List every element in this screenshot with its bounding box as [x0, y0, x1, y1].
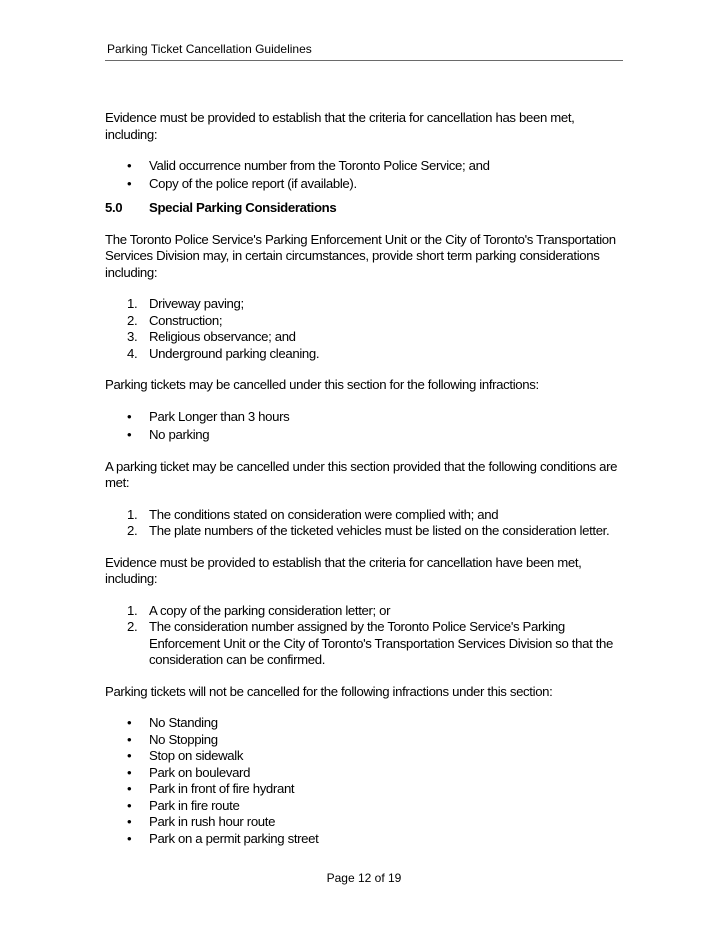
considerations-list	[105, 296, 625, 362]
list-item	[105, 329, 625, 346]
evidence-paragraph: Evidence must be provided to establish that the criteria for cancellation have been met, including:	[105, 554, 582, 586]
header-divider	[105, 60, 623, 61]
list-number: 4.	[127, 345, 138, 361]
list-item	[105, 296, 625, 313]
intro-bullet-list	[105, 158, 625, 192]
list-item: • No parking	[105, 427, 625, 444]
list-item: • Park in fire route	[105, 798, 625, 815]
list-item	[105, 603, 625, 620]
infractions-paragraph: Parking tickets may be cancelled under this section for the following infractions:	[105, 377, 539, 392]
list-item: • Park in rush hour route	[105, 814, 625, 831]
list-text: The plate numbers of the ticketed vehicles must be listed on the consideration letter.	[149, 523, 610, 538]
list-number: 2.	[127, 523, 138, 538]
considerations-paragraph: The Toronto Police Service's Parking Enforcement Unit or the City of Toronto's Transportation Services Division may, in certain circumstances, provide short term parking considerations including:	[105, 231, 616, 280]
intro-paragraph: Evidence must be provided to establish that the criteria for cancellation has been met, including:	[105, 110, 575, 142]
not-cancelled-bullet-list	[105, 715, 625, 847]
list-item	[105, 523, 625, 540]
list-number: 1.	[127, 296, 138, 311]
list-item: • No Standing	[105, 715, 625, 732]
infractions-bullet-list	[105, 409, 625, 444]
list-item: • Park on a permit parking street	[105, 831, 625, 848]
list-number: 1.	[127, 506, 138, 522]
conditions-paragraph: A parking ticket may be cancelled under this section provided that the following conditions are met:	[105, 458, 618, 490]
list-item: • Stop on sidewalk	[105, 748, 625, 765]
list-text: Religious observance; and	[149, 329, 296, 344]
not-cancelled-paragraph: Parking tickets will not be cancelled for the following infractions under this section:	[105, 683, 553, 699]
list-item	[105, 619, 625, 669]
document-body	[105, 110, 625, 847]
section-number: 5.0	[105, 200, 123, 215]
list-text: Construction;	[149, 312, 223, 328]
conditions-list	[105, 507, 625, 540]
list-item: • Park Longer than 3 hours	[105, 409, 625, 426]
section-title: Special Parking Considerations	[149, 200, 337, 215]
list-number: 3.	[127, 329, 138, 344]
list-text: The conditions stated on consideration were complied with; and	[149, 506, 499, 522]
list-item: • Valid occurrence number from the Toronto Police Service; and	[105, 158, 625, 175]
list-item	[105, 346, 625, 363]
list-item	[105, 313, 625, 330]
list-item	[105, 507, 625, 524]
list-item: • Park on boulevard	[105, 765, 625, 782]
evidence-list	[105, 603, 625, 669]
page-number: Page 12 of 19	[326, 871, 402, 885]
list-item: • No Stopping	[105, 732, 625, 749]
list-number: 2.	[127, 312, 138, 328]
list-item: • Park in front of fire hydrant	[105, 781, 625, 798]
list-number: 1.	[127, 602, 138, 618]
list-item: • Copy of the police report (if available).	[105, 176, 625, 193]
list-text: A copy of the parking consideration letter; or	[149, 602, 391, 618]
list-number: 2.	[127, 619, 138, 634]
list-text: Driveway paving;	[149, 296, 244, 311]
page-header-title: Parking Ticket Cancellation Guidelines	[107, 42, 312, 56]
section-heading	[105, 200, 625, 217]
list-text: Underground parking cleaning.	[149, 345, 320, 361]
list-text: The consideration number assigned by the Toronto Police Service's Parking Enforcement Unit or the City of Toronto's Transportation Services Division so that the consideration can be confirmed.	[149, 619, 614, 667]
